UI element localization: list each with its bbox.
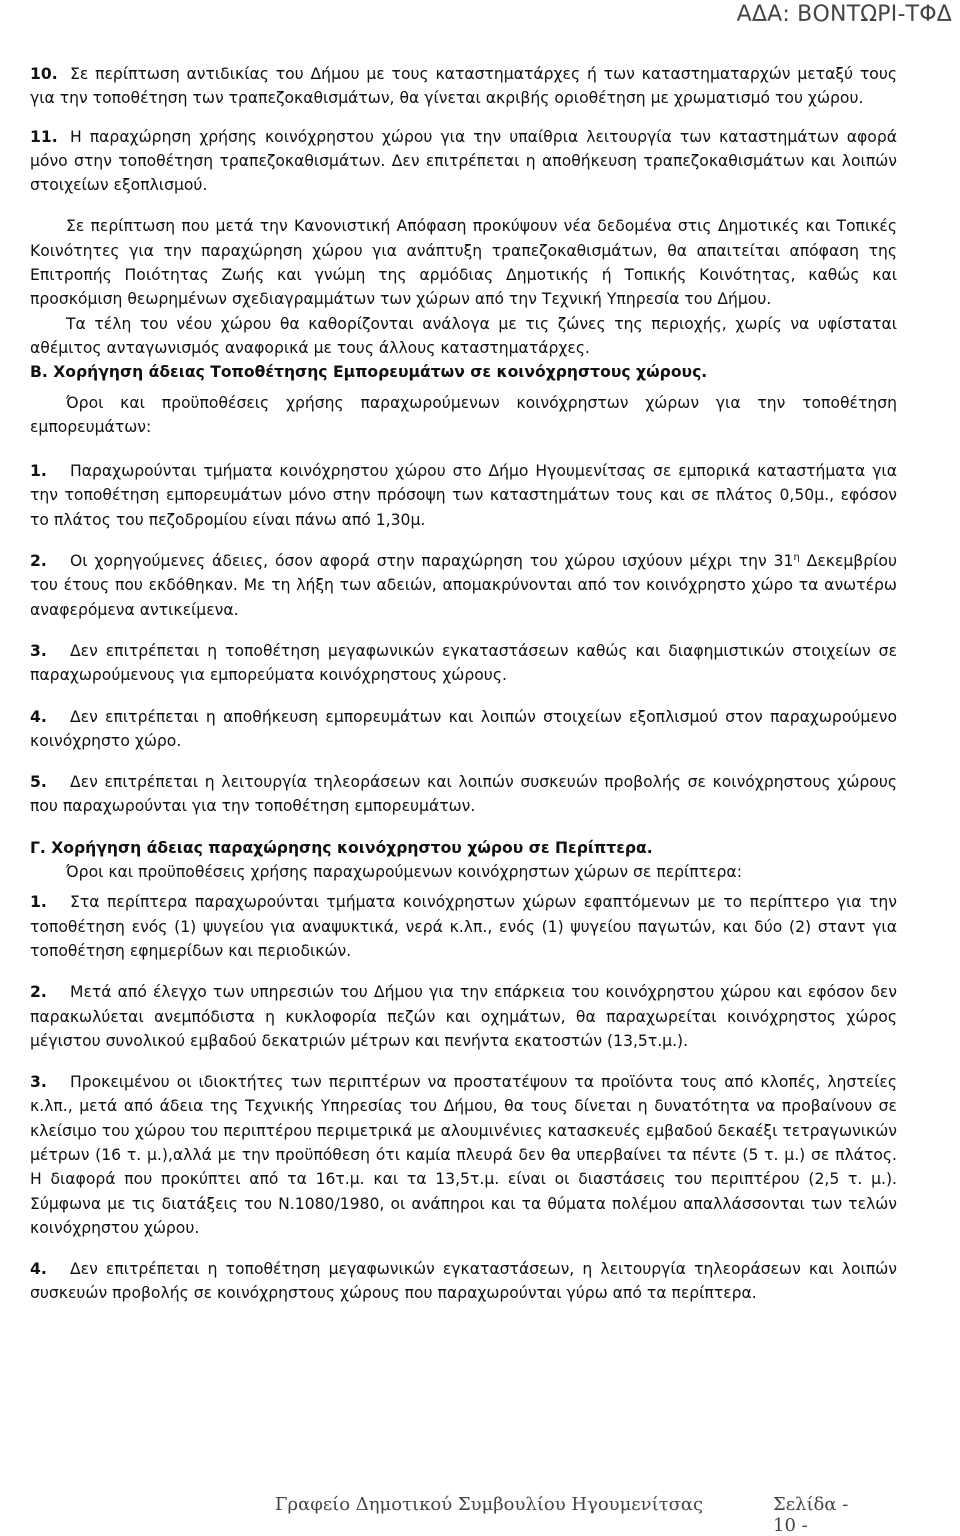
- item-number: 1.: [30, 462, 47, 481]
- item-text: Προκειμένου οι ιδιοκτήτες των περιπτέρων να προστατέψουν τα προϊόντα τους από κλοπές, ληστείες κ.λπ., μετά από άδεια της Τεχνικής Υπηρεσίας του Δήμου, θα τους δίνεται η δυνατότητα να προβαίνουν σε κλείσιμο του χώρου του περιπτέρου περιμετρικά με αλουμινένιες κατασκευές εμβαδού δεκαέξι τετραγωνικών μέτρων (16 τ. μ.),αλλά με την προϋπόθεση ότι καμία πλευρά δεν θα υπερβαίνει τα πέντε (5 τ. μ.) σε πλάτος. Η διαφορά που προκύπτει από τα 16τ.μ. και τα 13,5τ.μ. είναι οι διαστάσεις του περιπτέρου (2,5 τ. μ.). Σύμφωνα με τις διατάξεις του Ν.1080/1980, οι ανάπηροι και τα θύματα πολέμου απαλλάσσονται των τελών κοινόχρηστου χώρου.: [30, 1073, 897, 1237]
- item-text: Μετά από έλεγχο των υπηρεσιών του Δήμου για την επάρκεια του κοινόχρηστου χώρου και εφόσον δεν παρακωλύεται ανεμπόδιστα η κυκλοφορία πεζών και οχημάτων, θα παραχωρείται κοινόχρηστος χώρος μέγιστου συνολικού εμβαδού δεκατριών μέτρων και πενήντα εκατοστών (13,5τ.μ.).: [30, 983, 897, 1050]
- section-b-item-3: [30, 639, 897, 688]
- item-text: Σε περίπτωση αντιδικίας του Δήμου με τους καταστηματάρχες ή των καταστηματαρχών μεταξύ τους για την τοποθέτηση των τραπεζοκαθισμάτων, θα γίνεται ακριβής οριοθέτηση με χρωματισμό του χώρου.: [30, 65, 897, 108]
- paragraph-fees: Τα τέλη του νέου χώρου θα καθορίζονται ανάλογα με τις ζώνες της περιοχής, χωρίς να υφίσταται αθέμιτος ανταγωνισμός αναφορικά με τους άλλους καταστηματάρχες.: [30, 314, 897, 357]
- section-g-intro: Όροι και προϋποθέσεις χρήσης παραχωρούμενων κοινόχρηστων χώρων σε περίπτερα:: [66, 863, 742, 882]
- item-text: Δεν επιτρέπεται η τοποθέτηση μεγαφωνικών εγκαταστάσεων, η λειτουργία τηλεοράσεων και λοιπών συσκευών προβολής σε κοινόχρηστους χώρους που παραχωρούνται γύρω από τα περίπτερα.: [30, 1260, 897, 1303]
- item-number: 5.: [30, 773, 47, 792]
- section-g-item-2: [30, 980, 897, 1053]
- item-number: 4.: [30, 707, 47, 726]
- item-number: 3.: [30, 641, 47, 660]
- section-b-item-1: [30, 459, 897, 532]
- item-text: Δεν επιτρέπεται η αποθήκευση εμπορευμάτων και λοιπών στοιχείων εξοπλισμού στον παραχωρούμενο κοινόχρηστο χώρο.: [30, 707, 897, 750]
- document-page: [30, 62, 897, 1306]
- section-g-item-1: [30, 890, 897, 963]
- section-b-intro: Όροι και προϋποθέσεις χρήσης παραχωρούμενων κοινόχρηστων χώρων για την τοποθέτηση εμπορευμάτων:: [30, 393, 897, 436]
- footer-office: Γραφείο Δημοτικού Συμβουλίου Ηγουμενίτσας: [275, 1494, 704, 1515]
- item-number: 2.: [30, 552, 47, 571]
- item-number: 2.: [30, 983, 47, 1002]
- item-text: Δεν επιτρέπεται η λειτουργία τηλεοράσεων και λοιπών συσκευών προβολής σε κοινόχρηστους χώρους που παραχωρούνται για την τοποθέτηση εμπορευμάτων.: [30, 773, 897, 816]
- paragraph-new-data: Σε περίπτωση που μετά την Κανονιστική Απόφαση προκύψουν νέα δεδομένα στις Δημοτικές και Τοπικές Κοινότητες για την παραχώρηση χώρου για ανάπτυξη τραπεζοκαθισμάτων, θα απαιτείται απόφαση της Επιτροπής Ποιότητας Ζωής και γνώμη της αρμόδιας Δημοτικής ή Τοπικής Κοινότητας, καθώς και προσκόμιση θεωρημένων σχεδιαγραμμάτων των χώρων από την Τεχνική Υπηρεσία του Δήμου.: [30, 217, 897, 309]
- section-b-item-5: [30, 770, 897, 819]
- item-text: Η παραχώρηση χρήσης κοινόχρηστου χώρου για την υπαίθρια λειτουργία των καταστημάτων αφορά μόνο στην τοποθέτηση τραπεζοκαθισμάτων. Δεν επιτρέπεται η αποθήκευση τραπεζοκαθισμάτων και λοιπών στοιχείων εξοπλισμού.: [30, 127, 897, 195]
- ada-code: ΑΔΑ: ΒΟΝΤΩΡΙ-ΤΦΔ: [736, 2, 952, 27]
- section-g-item-4: [30, 1257, 897, 1306]
- item-text: Παραχωρούνται τμήματα κοινόχρηστου χώρου στο Δήμο Ηγουμενίτσας σε εμπορικά καταστήματα για την τοποθέτηση εμπορευμάτων μόνο στην πρόσοψη των καταστημάτων τους και σε πλάτος 0,50μ., εφόσον το πλάτος του πεζοδρομίου είναι πάνω από 1,30μ.: [30, 462, 897, 529]
- item-number: 4.: [30, 1260, 47, 1279]
- section-b-heading: Β. Χορήγηση άδειας Τοποθέτησης Εμπορευμάτων σε κοινόχρηστους χώρους.: [30, 363, 708, 382]
- item-number: 11.: [30, 127, 58, 146]
- item-11: [30, 125, 897, 198]
- section-g-heading: Γ. Χορήγηση άδειας παραχώρησης κοινόχρηστου χώρου σε Περίπτερα.: [30, 838, 653, 857]
- section-g-item-3: [30, 1070, 897, 1240]
- item-number: 1.: [30, 893, 47, 912]
- item-number: 10.: [30, 65, 58, 83]
- item-text: Δεκεμβρίου του έτους που εκδόθηκαν. Με τη λήξη των αδειών, απομακρύνονται από τον κοινόχρηστο χώρο τα ανωτέρω αναφερόμενα αντικείμενα.: [30, 552, 897, 619]
- superscript: η: [793, 551, 800, 563]
- section-b-item-4: [30, 705, 897, 754]
- item-text: Στα περίπτερα παραχωρούνται τμήματα κοινόχρηστων χώρων εφαπτόμενων με το περίπτερο για την τοποθέτηση ενός (1) ψυγείου για αναψυκτικά, νερά κ.λπ., ενός (1) ψυγείου παγωτών, και δύο (2) σταντ για τοποθέτηση εφημερίδων και περιοδικών.: [30, 893, 897, 960]
- footer-page-number: Σελίδα - 10 -: [773, 1494, 849, 1536]
- item-text: Δεν επιτρέπεται η τοποθέτηση μεγαφωνικών εγκαταστάσεων καθώς και διαφημιστικών στοιχείων σε παραχωρούμενους για εμπορεύματα κοινόχρηστους χώρους.: [30, 641, 897, 685]
- item-text: Οι χορηγούμενες άδειες, όσον αφορά στην παραχώρηση του χώρου ισχύουν μέχρι την 31: [70, 552, 794, 571]
- item-number: 3.: [30, 1073, 47, 1092]
- section-b-item-2: [30, 549, 897, 622]
- item-10: [30, 62, 897, 111]
